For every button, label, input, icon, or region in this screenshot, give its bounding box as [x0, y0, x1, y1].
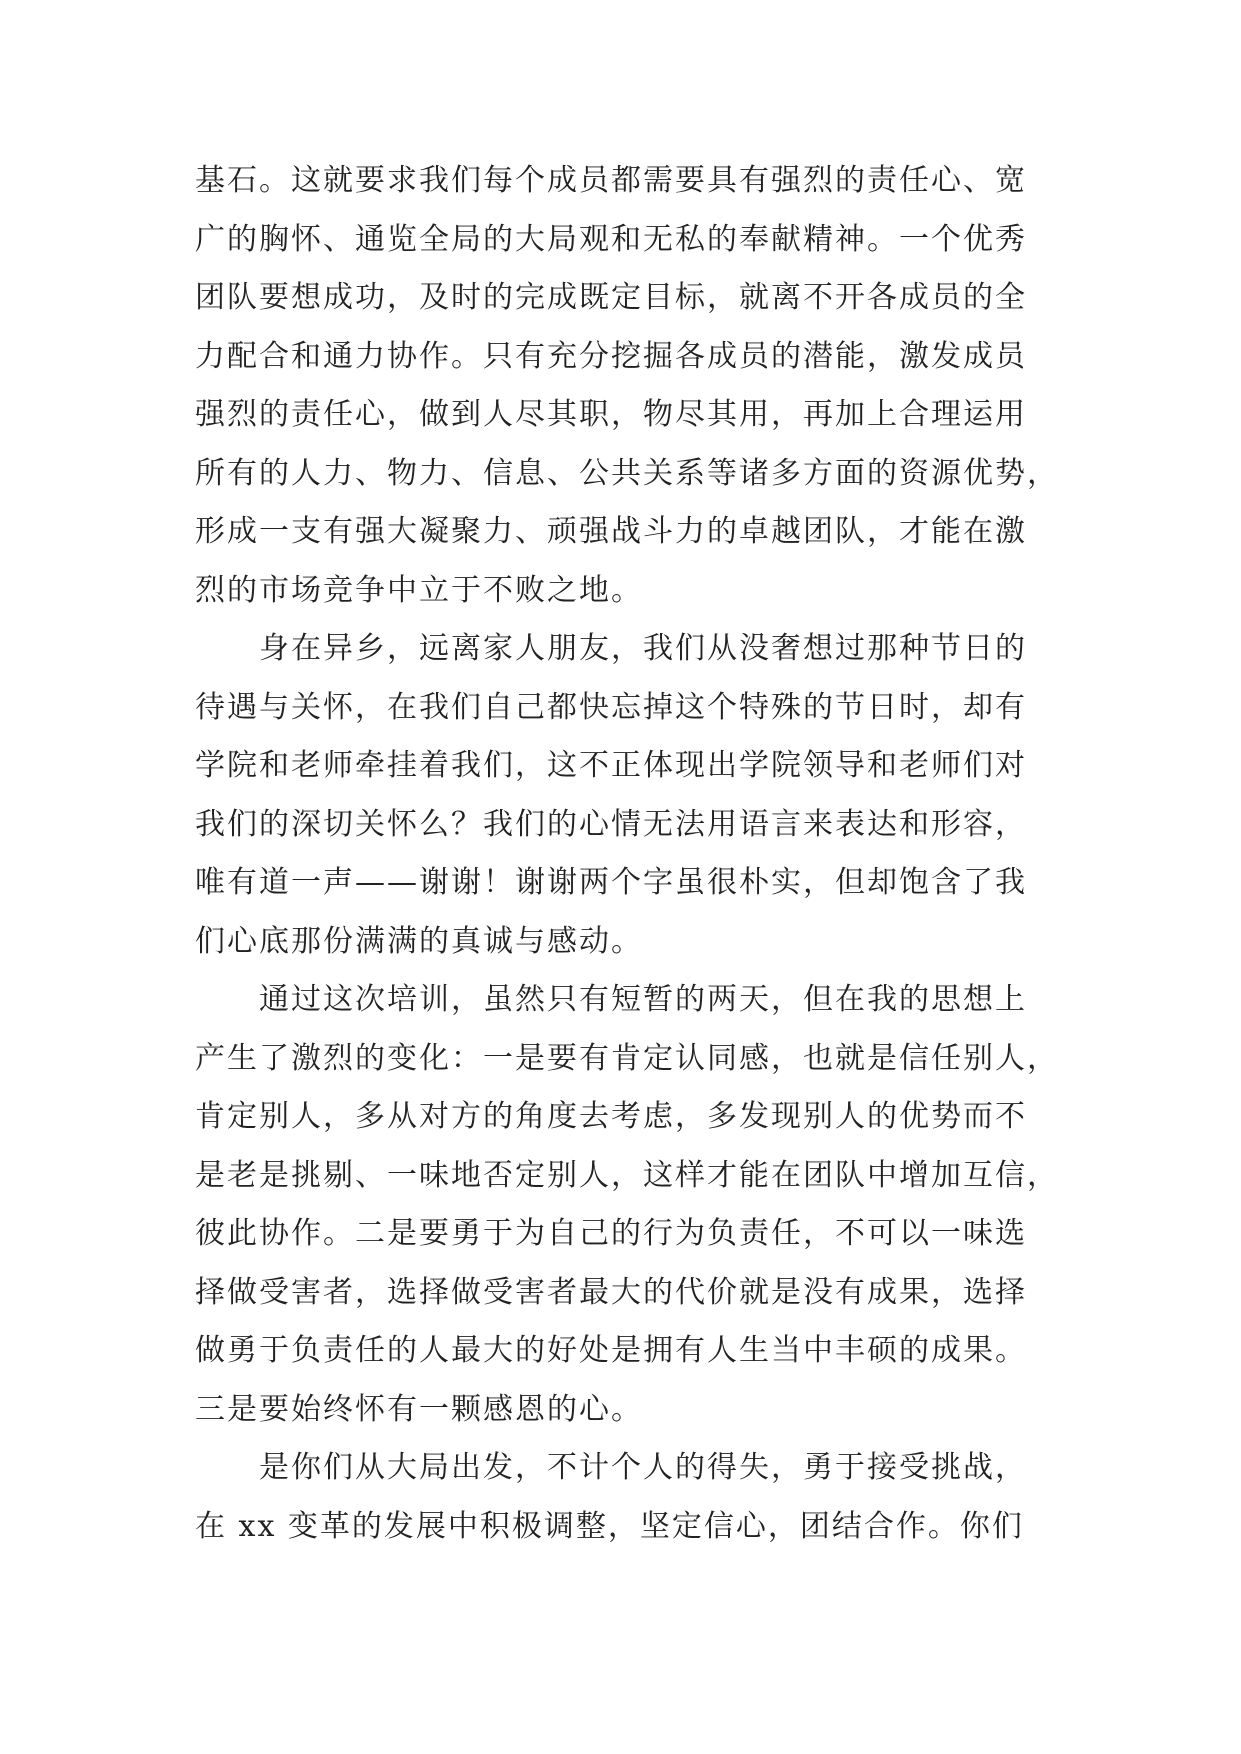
body-text: [195, 152, 1059, 1556]
text-line: 所有的人力、物力、信息、公共关系等诸多方面的资源优势，: [195, 455, 1059, 491]
paragraph-first-line: 是你们从大局出发，不计个人的得失，勇于接受挑战，: [259, 1450, 1027, 1485]
text-line: 形成一支有强大凝聚力、顽强战斗力的卓越团队，才能在激: [195, 514, 1027, 549]
text-line: 做勇于负责任的人最大的好处是拥有人生当中丰硕的成果。: [195, 1333, 1027, 1368]
text-line: 彼此协作。二是要勇于为自己的行为负责任，不可以一味选: [195, 1216, 1027, 1251]
text-line: 力配合和通力协作。只有充分挖掘各成员的潜能，激发成员: [195, 338, 1027, 374]
text-line: 肯定别人，多从对方的角度去考虑，多发现别人的优势而不: [195, 1099, 1027, 1134]
text-line: 产生了激烈的变化：一是要有肯定认同感，也就是信任别人，: [195, 1040, 1059, 1076]
paragraph-first-line: 通过这次培训，虽然只有短暂的两天，但在我的思想上: [259, 982, 1027, 1017]
text-line: 们心底那份满满的真诚与感动。: [195, 923, 643, 959]
text-line: 广的胸怀、通览全局的大局观和无私的奉献精神。一个优秀: [195, 221, 1027, 257]
paragraph-first-line: 身在异乡，远离家人朋友，我们从没奢想过那种节日的: [259, 631, 1027, 666]
text-line: 择做受害者，选择做受害者最大的代价就是没有成果，选择: [195, 1274, 1027, 1310]
text-line: 我们的深切关怀么？我们的心情无法用语言来表达和形容，: [195, 806, 1027, 842]
text-line: 烈的市场竞争中立于不败之地。: [195, 572, 643, 608]
text-line: 待遇与关怀，在我们自己都快忘掉这个特殊的节日时，却有: [195, 689, 1027, 725]
text-line: 强烈的责任心，做到人尽其职，物尽其用，再加上合理运用: [195, 397, 1027, 432]
text-line: 三是要始终怀有一颗感恩的心。: [195, 1391, 643, 1427]
text-line: 学院和老师牵挂着我们，这不正体现出学院领导和老师们对: [195, 748, 1027, 783]
text-line: 基石。这就要求我们每个成员都需要具有强烈的责任心、宽: [195, 163, 1027, 198]
text-line: 是老是挑剔、一味地否定别人，这样才能在团队中增加互信，: [195, 1157, 1059, 1193]
text-line: 团队要想成功，及时的完成既定目标，就离不开各成员的全: [195, 280, 1027, 315]
text-line: 唯有道一声——谢谢！谢谢两个字虽很朴实，但却饱含了我: [195, 865, 1027, 900]
text-line: 在 xx 变革的发展中积极调整，坚定信心，团结合作。你们: [195, 1508, 1024, 1544]
